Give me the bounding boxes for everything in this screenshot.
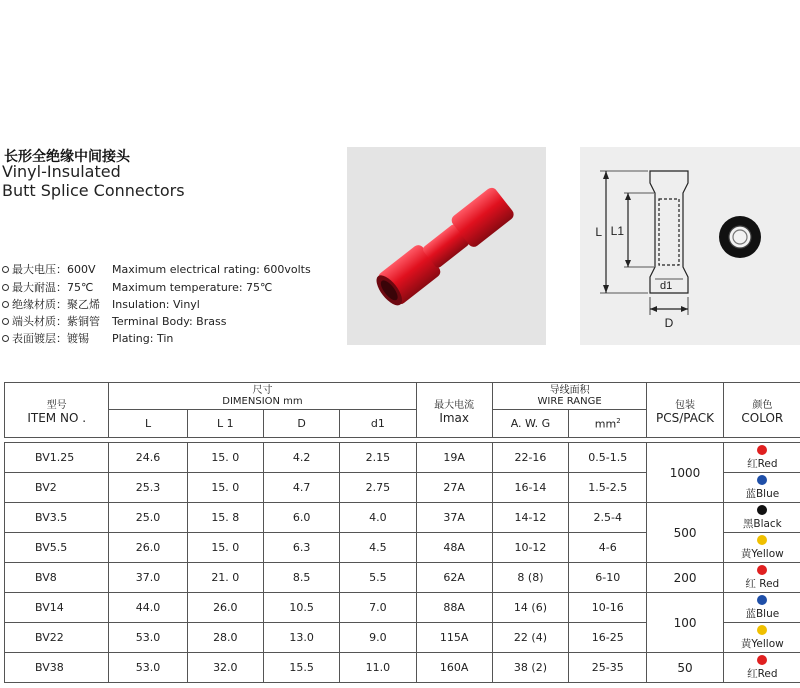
- yellow-dot-icon: [757, 535, 767, 545]
- header-awg: A. W. G: [492, 410, 568, 438]
- spec-en: Maximum temperature: 75℃: [112, 281, 273, 294]
- header-L1: L 1: [187, 410, 263, 438]
- cell-item: BV5.5: [5, 533, 109, 563]
- red-dot-icon: [757, 655, 767, 665]
- spec-cn: 最大电压：600V: [12, 263, 96, 276]
- cell-color: [723, 593, 800, 623]
- cell-color: [723, 443, 800, 473]
- header-wire-en: WIRE RANGE: [537, 396, 602, 407]
- spec-cn: 表面镀层：镀锡: [12, 332, 89, 345]
- cell-mm2: 25-35: [569, 653, 647, 683]
- header-dimension: [109, 383, 416, 410]
- cell-color: [723, 563, 800, 593]
- header-pcs: [647, 383, 723, 438]
- cell-D: 4.2: [263, 443, 339, 473]
- cell-D: 4.7: [263, 473, 339, 503]
- header-imax-cn: 最大电流: [434, 399, 475, 411]
- cell-L1: 26.0: [187, 593, 263, 623]
- cell-D: 10.5: [263, 593, 339, 623]
- bullet-icon: [2, 266, 9, 273]
- cell-pcs: 200: [647, 563, 723, 593]
- title-en-line1: Vinyl-Insulated: [2, 162, 121, 181]
- cell-D: 8.5: [263, 563, 339, 593]
- header-imax: [416, 383, 492, 438]
- spec-cn: 端头材质：紫铜管: [12, 315, 100, 328]
- black-dot-icon: [757, 505, 767, 515]
- spec-table: [4, 382, 800, 683]
- header-color-en: COLOR: [741, 410, 784, 425]
- cell-mm2: 1.5-2.5: [569, 473, 647, 503]
- cell-L: 24.6: [109, 443, 187, 473]
- cell-mm2: 4-6: [569, 533, 647, 563]
- cell-D: 6.3: [263, 533, 339, 563]
- cell-mm2: 6-10: [569, 563, 647, 593]
- spec-temperature: [2, 280, 272, 296]
- table-row: [5, 503, 800, 533]
- cell-mm2: 2.5-4: [569, 503, 647, 533]
- header-wire-cn: 导线面积: [549, 385, 590, 396]
- cell-L1: 21. 0: [187, 563, 263, 593]
- drawing-label-L: L: [595, 225, 602, 239]
- bullet-icon: [2, 318, 9, 325]
- spec-en: Maximum electrical rating: 600volts: [112, 263, 311, 276]
- spec-en: Insulation: Vinyl: [112, 298, 200, 311]
- cell-awg: 8 (8): [492, 563, 568, 593]
- header-dimension-cn: 尺寸: [252, 385, 273, 396]
- bullet-icon: [2, 301, 9, 308]
- spec-insulation: [2, 297, 200, 313]
- cell-item: BV1.25: [5, 443, 109, 473]
- cell-L1: 15. 0: [187, 443, 263, 473]
- cell-d1: 4.0: [340, 503, 416, 533]
- spec-en: Terminal Body: Brass: [112, 315, 227, 328]
- cell-awg: 22-16: [492, 443, 568, 473]
- drawing-label-d1: d1: [660, 280, 673, 292]
- header-L: L: [109, 410, 187, 438]
- cell-item: BV3.5: [5, 503, 109, 533]
- table-row: [5, 593, 800, 623]
- header-d1: d1: [340, 410, 416, 438]
- cell-pcs: 500: [647, 503, 723, 563]
- cell-imax: 88A: [416, 593, 492, 623]
- red-dot-icon: [757, 565, 767, 575]
- cell-imax: 27A: [416, 473, 492, 503]
- color-label: 黄Yellow: [740, 637, 784, 650]
- cell-awg: 22 (4): [492, 623, 568, 653]
- cell-imax: 160A: [416, 653, 492, 683]
- cell-d1: 4.5: [340, 533, 416, 563]
- cell-imax: 62A: [416, 563, 492, 593]
- cell-imax: 19A: [416, 443, 492, 473]
- cell-item: BV2: [5, 473, 109, 503]
- drawing-label-L1: L1: [610, 224, 624, 238]
- cell-L1: 28.0: [187, 623, 263, 653]
- cell-L1: 32.0: [187, 653, 263, 683]
- cell-item: BV8: [5, 563, 109, 593]
- cell-imax: 48A: [416, 533, 492, 563]
- header-mm2-sup: 2: [616, 416, 621, 425]
- cell-D: 15.5: [263, 653, 339, 683]
- drawing-label-D: D: [664, 316, 674, 330]
- bullet-icon: [2, 335, 9, 342]
- color-label: 红 Red: [745, 577, 780, 590]
- header-mm2: [569, 410, 647, 438]
- cell-L1: 15. 0: [187, 533, 263, 563]
- cell-L: 25.3: [109, 473, 187, 503]
- cell-L1: 15. 0: [187, 473, 263, 503]
- cell-D: 6.0: [263, 503, 339, 533]
- cell-awg: 14-12: [492, 503, 568, 533]
- cell-imax: 37A: [416, 503, 492, 533]
- cell-d1: 2.15: [340, 443, 416, 473]
- yellow-dot-icon: [757, 625, 767, 635]
- cell-color: [723, 473, 800, 503]
- cell-awg: 14 (6): [492, 593, 568, 623]
- cell-awg: 16-14: [492, 473, 568, 503]
- color-label: 蓝Blue: [745, 487, 780, 500]
- cell-L: 37.0: [109, 563, 187, 593]
- bullet-icon: [2, 284, 9, 291]
- cell-L: 44.0: [109, 593, 187, 623]
- header-item-en: ITEM NO .: [27, 410, 87, 425]
- cell-d1: 5.5: [340, 563, 416, 593]
- cell-mm2: 10-16: [569, 593, 647, 623]
- header-wire-range: [492, 383, 647, 410]
- table-row: [5, 443, 800, 473]
- cell-d1: 11.0: [340, 653, 416, 683]
- blue-dot-icon: [757, 475, 767, 485]
- cell-color: [723, 653, 800, 683]
- cell-color: [723, 533, 800, 563]
- product-photo: [347, 147, 546, 345]
- header-color-cn: 颜色: [752, 399, 773, 411]
- header-item: [5, 383, 109, 438]
- spec-terminal-body: [2, 314, 226, 330]
- cell-item: BV14: [5, 593, 109, 623]
- cell-d1: 9.0: [340, 623, 416, 653]
- table-row: [5, 563, 800, 593]
- red-dot-icon: [757, 445, 767, 455]
- cell-awg: 10-12: [492, 533, 568, 563]
- title-cn: 长形全绝缘中间接头: [4, 149, 130, 165]
- cell-L: 26.0: [109, 533, 187, 563]
- spec-cn: 绝缘材质：聚乙烯: [12, 298, 100, 311]
- cell-d1: 7.0: [340, 593, 416, 623]
- table-header-row: [5, 383, 800, 410]
- cell-D: 13.0: [263, 623, 339, 653]
- spec-plating: [2, 331, 173, 347]
- header-imax-en: Imax: [439, 410, 470, 425]
- color-label: 红Red: [747, 457, 778, 470]
- color-label: 红Red: [747, 667, 778, 680]
- header-pcs-cn: 包装: [675, 399, 696, 411]
- cell-item: BV38: [5, 653, 109, 683]
- cell-L: 25.0: [109, 503, 187, 533]
- color-label: 蓝Blue: [745, 607, 780, 620]
- blue-dot-icon: [757, 595, 767, 605]
- header-mm2-text: mm: [594, 417, 617, 431]
- cell-color: [723, 623, 800, 653]
- cell-pcs: 50: [647, 653, 723, 683]
- spec-voltage: [2, 262, 311, 278]
- table-row: [5, 653, 800, 683]
- header-color: [723, 383, 800, 438]
- technical-drawing: [580, 147, 800, 345]
- header-item-cn: 型号: [46, 399, 67, 411]
- cell-L: 53.0: [109, 623, 187, 653]
- cell-item: BV22: [5, 623, 109, 653]
- color-label: 黑Black: [742, 517, 782, 530]
- cell-awg: 38 (2): [492, 653, 568, 683]
- cell-L: 53.0: [109, 653, 187, 683]
- header-pcs-en: PCS/PACK: [656, 410, 715, 425]
- color-label: 黄Yellow: [740, 547, 784, 560]
- header-dimension-en: DIMENSION mm: [222, 396, 303, 407]
- cell-d1: 2.75: [340, 473, 416, 503]
- header-D: D: [263, 410, 339, 438]
- spec-cn: 最大耐温：75℃: [12, 281, 94, 294]
- cell-mm2: 16-25: [569, 623, 647, 653]
- title-en-line2: Butt Splice Connectors: [2, 181, 185, 200]
- cell-L1: 15. 8: [187, 503, 263, 533]
- cell-imax: 115A: [416, 623, 492, 653]
- spec-en: Plating: Tin: [112, 332, 174, 345]
- cell-pcs: 1000: [647, 443, 723, 503]
- cell-pcs: 100: [647, 593, 723, 653]
- cell-color: [723, 503, 800, 533]
- cell-mm2: 0.5-1.5: [569, 443, 647, 473]
